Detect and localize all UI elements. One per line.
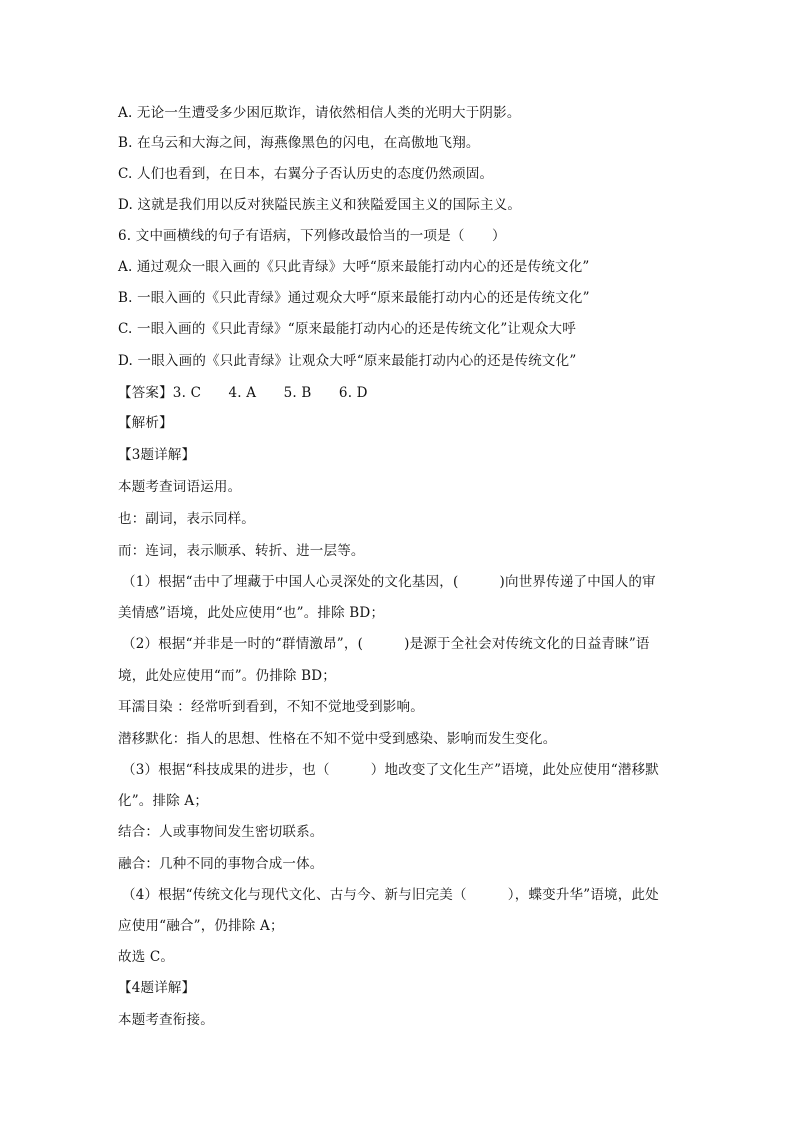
q6-option-d-line: D. 一眼入画的《只此青绿》让观众大呼“原来最能打动内心的还是传统文化”: [118, 353, 577, 369]
q4-detail-heading: 【4题详解】: [118, 980, 196, 996]
option-a-line: A. 无论一生遭受多少困厄欺诈，请依然相信人类的光明大于阴影。: [118, 105, 521, 121]
option-b-line: B. 在乌云和大海之间，海燕像黑色的闪电，在高傲地飞翔。: [118, 135, 480, 151]
text-line: 本题考查衔接。: [118, 1012, 214, 1028]
text-line: 本题考查词语运用。: [118, 479, 242, 495]
option-d-line: D. 这就是我们用以反对狭隘民族主义和狭隘爱国主义的国际主义。: [118, 197, 522, 213]
q6-option-a-line: A. 通过观众一眼入画的《只此青绿》大呼“原来最能打动内心的还是传统文化”: [118, 259, 590, 275]
text-line: 而：连词，表示顺承、转折、进一层等。: [118, 543, 365, 559]
text-line: （1）根据“击中了埋藏于中国人心灵深处的文化基因，( )向世界传递了中国人的审: [122, 574, 656, 590]
text-line: （4）根据“传统文化与现代文化、古与今、新与旧完美（ ），蝶变升华”语境，此处: [122, 887, 659, 903]
q6-option-c-line: C. 一眼入画的《只此青绿》“原来最能打动内心的还是传统文化”让观众大呼: [118, 321, 576, 337]
text-line: 故选 C。: [118, 949, 175, 965]
text-line: 美情感”语境，此处应使用“也”。排除 BD；: [118, 605, 385, 621]
text-line: （2）根据“并非是一时的“群情激昂”，( )是源于全社会对传统文化的日益青睐”语: [122, 636, 650, 652]
text-line: 化”。排除 A；: [118, 793, 209, 809]
answer-line: 【答案】3. C 4. A 5. B 6. D: [118, 385, 368, 401]
question-6-line: 6. 文中画横线的句子有语病，下列修改最恰当的一项是（ ）: [118, 228, 506, 244]
q3-detail-heading: 【3题详解】: [118, 447, 196, 463]
text-line: 融合：几种不同的事物合成一体。: [118, 856, 324, 872]
text-line: 耳濡目染 ：经常听到看到，不知不觉地受到影响。: [118, 699, 424, 715]
option-c-line: C. 人们也看到，在日本，右翼分子否认历史的态度仍然顽固。: [118, 166, 494, 182]
text-line: 境，此处应使用“而”。仍排除 BD；: [118, 668, 336, 684]
text-line: 也：副词，表示同样。: [118, 511, 255, 527]
text-line: （3）根据“科技成果的进步，也（ ）地改变了文化生产”语境，此处应使用“潜移默: [122, 762, 659, 778]
analysis-heading: 【解析】: [118, 415, 173, 431]
text-line: 应使用“融合”，仍排除 A；: [118, 918, 284, 934]
text-line: 潜移默化：指人的思想、性格在不知不觉中受到感染、影响而发生变化。: [118, 731, 557, 747]
text-line: 结合：人或事物间发生密切联系。: [118, 824, 324, 840]
q6-option-b-line: B. 一眼入画的《只此青绿》通过观众大呼“原来最能打动内心的还是传统文化”: [118, 290, 590, 306]
